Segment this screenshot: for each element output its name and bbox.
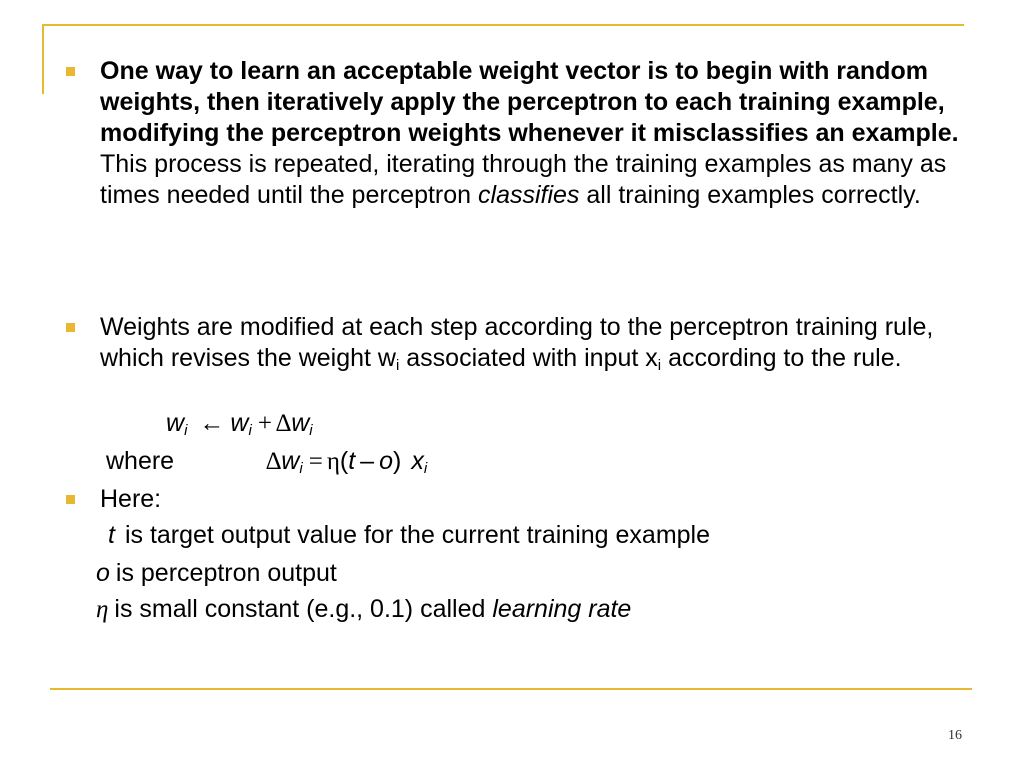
bullet-2-text-a: Weights are modified at each step according to the perceptron training rule, which revises the weight w xyxy=(100,313,934,372)
bottom-border-line xyxy=(50,688,972,690)
formula-2-t: t xyxy=(348,447,356,475)
formula-2-minus: – xyxy=(360,447,375,475)
definition-o-symbol: o xyxy=(96,559,110,587)
formula-2-x: x xyxy=(411,447,424,475)
formula-2-subx: i xyxy=(423,460,428,477)
weight-update-formula xyxy=(166,408,313,439)
formula-1-arrow: ← xyxy=(199,410,225,437)
formula-1-w3: w xyxy=(291,409,310,437)
formula-2-eq: = xyxy=(308,448,323,475)
definition-o xyxy=(96,558,337,589)
bullet-1-text-a: This process is repeated, iterating through the training examples as many as times needed until the perceptron xyxy=(100,150,947,209)
top-border-line xyxy=(42,24,964,26)
formula-2-delta: ∆ xyxy=(266,448,282,475)
formula-1-plus: + xyxy=(257,410,272,437)
formula-1-w: w xyxy=(166,409,185,437)
formula-2-w: w xyxy=(281,447,300,475)
bullet-marker-3 xyxy=(66,495,75,504)
bullet-2-sub-a: i xyxy=(395,357,400,374)
left-border-line xyxy=(42,24,44,94)
bullet-1-text-b: all training examples correctly. xyxy=(579,181,921,209)
bullet-2-text xyxy=(100,312,980,374)
bullet-2-sub-b: i xyxy=(657,357,662,374)
formula-1-sub3: i xyxy=(309,422,313,439)
definition-eta-text-a: is small constant (e.g., 0.1) called xyxy=(114,595,493,623)
bullet-1-text xyxy=(100,56,980,211)
formula-2-close: ) xyxy=(392,447,402,475)
formula-2-sub: i xyxy=(299,460,303,477)
bullet-1-italic-text: classifies xyxy=(478,181,580,209)
formula-1-w2: w xyxy=(230,409,249,437)
formula-2-where: where xyxy=(106,447,175,475)
bullet-1-bold-text: One way to learn an acceptable weight vector is to begin with random weights, then iteratively apply the perceptron to each training example, modifying the perceptron weights whenever it misclassifies an example. xyxy=(100,57,959,147)
bullet-2-text-c: according to the rule. xyxy=(661,344,902,372)
page-number: 16 xyxy=(948,728,962,743)
bullet-marker-2 xyxy=(66,323,75,332)
bullet-marker-1 xyxy=(66,67,75,76)
definition-eta-italic: learning rate xyxy=(492,595,632,623)
bullet-2-text-b: associated with input x xyxy=(399,344,658,372)
delta-formula-where xyxy=(106,446,174,477)
delta-weight-formula xyxy=(266,446,427,477)
formula-1-sub2: i xyxy=(248,422,252,439)
definition-t-symbol: t xyxy=(108,521,115,549)
formula-2-open: ( xyxy=(339,447,349,475)
definition-t-text: is target output value for the current training example xyxy=(124,521,710,549)
formula-1-sub: i xyxy=(184,422,188,439)
definition-t xyxy=(108,520,710,551)
definition-eta xyxy=(96,594,631,625)
definition-eta-symbol: η xyxy=(96,596,109,623)
formula-2-eta: η xyxy=(326,448,340,475)
bullet-3-label: Here: xyxy=(100,485,162,513)
formula-2-o: o xyxy=(379,447,393,475)
formula-1-delta: ∆ xyxy=(275,410,292,437)
definition-o-text: is perceptron output xyxy=(115,559,337,587)
